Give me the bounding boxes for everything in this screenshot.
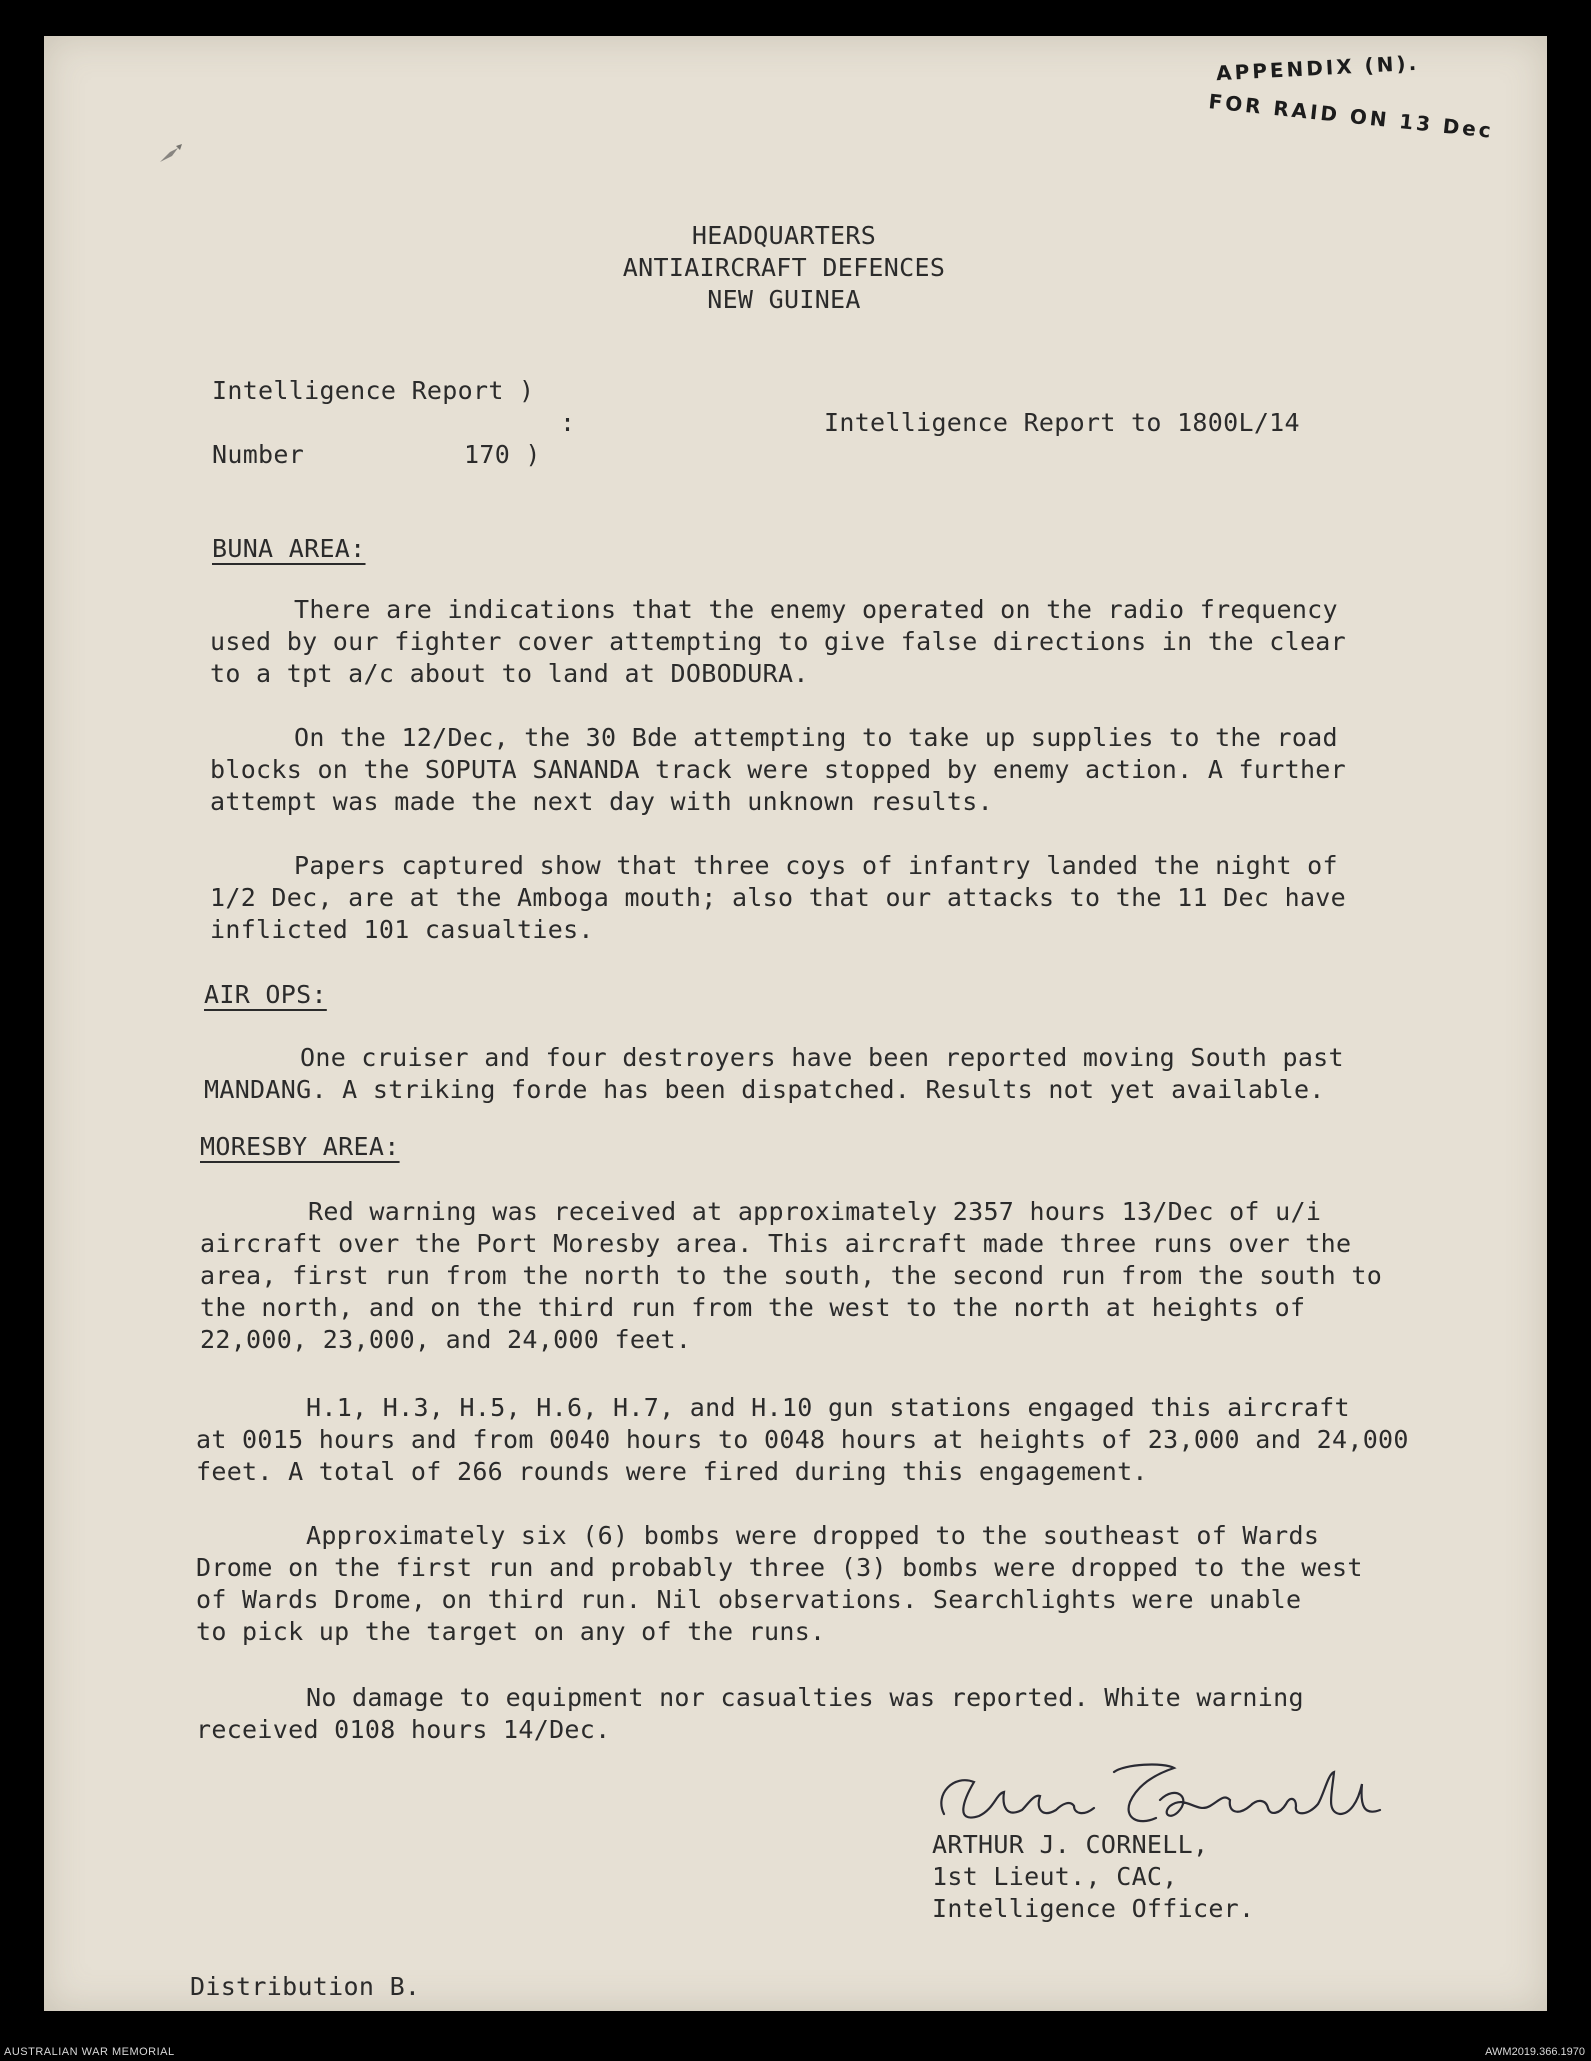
paragraph-moresby-3 — [196, 1520, 1363, 1648]
text-line: 22,000, 23,000, and 24,000 feet. — [200, 1325, 692, 1354]
report-label-line-1: Intelligence Report ) — [212, 376, 535, 405]
archive-reference-label: AWM2019.366.1970 — [1485, 2046, 1585, 2058]
text-line: H.1, H.3, H.5, H.6, H.7, and H.10 gun stations engaged this aircraft — [306, 1393, 1350, 1422]
text-line: Approximately six (6) bombs were dropped to the southeast of Wards — [306, 1521, 1320, 1550]
document-page — [44, 36, 1547, 2011]
paragraph-buna-3 — [210, 850, 1346, 946]
text-line: area, first run from the north to the south, the second run from the south to — [200, 1261, 1383, 1290]
signatory-rank: 1st Lieut., CAC, — [932, 1862, 1178, 1891]
text-line: to a tpt a/c about to land at DOBODURA. — [210, 659, 809, 688]
text-line: One cruiser and four destroyers have been reported moving South past — [300, 1043, 1344, 1072]
text-line: attempt was made the next day with unknown results. — [210, 787, 993, 816]
paragraph-moresby-1 — [200, 1196, 1382, 1356]
report-subject: Intelligence Report to 1800L/14 — [824, 408, 1300, 437]
text-line: feet. A total of 266 rounds were fired during this engagement. — [196, 1457, 1148, 1486]
report-number: 170 ) — [464, 440, 541, 469]
handwritten-note-line-2: FOR RAID ON 13 Dec — [1207, 89, 1495, 143]
section-heading-air-ops: AIR OPS: — [204, 980, 327, 1009]
paragraph-moresby-4 — [196, 1682, 1304, 1746]
report-label-line-2: Number — [212, 440, 305, 469]
letterhead — [574, 220, 994, 316]
text-line: Drome on the first run and probably three (3) bombs were dropped to the west — [196, 1553, 1363, 1582]
paragraph-air-ops-1 — [204, 1042, 1344, 1106]
text-line: There are indications that the enemy operated on the radio frequency — [294, 595, 1338, 624]
distribution-note: Distribution B. — [190, 1972, 421, 2001]
signatory-title: Intelligence Officer. — [932, 1894, 1255, 1923]
letterhead-line-1: HEADQUARTERS — [691, 221, 877, 250]
text-line: at 0015 hours and from 0040 hours to 0048 hours at heights of 23,000 and 24,000 — [196, 1425, 1409, 1454]
text-line: On the 12/Dec, the 30 Bde attempting to take up supplies to the road — [294, 723, 1338, 752]
text-line: 1/2 Dec, are at the Amboga mouth; also that our attacks to the 11 Dec have — [210, 883, 1346, 912]
paragraph-buna-1 — [210, 594, 1346, 690]
text-line: inflicted 101 casualties. — [210, 915, 594, 944]
text-line: to pick up the target on any of the runs. — [196, 1617, 826, 1646]
text-line: received 0108 hours 14/Dec. — [196, 1715, 611, 1744]
text-line: aircraft over the Port Moresby area. This aircraft made three runs over the — [200, 1229, 1352, 1258]
section-heading-buna: BUNA AREA: — [212, 534, 366, 563]
archive-source-label: AUSTRALIAN WAR MEMORIAL — [4, 2046, 175, 2058]
text-line: used by our fighter cover attempting to give false directions in the clear — [210, 627, 1346, 656]
text-line: of Wards Drome, on third run. Nil observations. Searchlights were unable — [196, 1585, 1302, 1614]
text-line: the north, and on the third run from the west to the north at heights of — [200, 1293, 1306, 1322]
text-line: blocks on the SOPUTA SANANDA track were stopped by enemy action. A further — [210, 755, 1346, 784]
pin-hole-mark — [156, 140, 186, 170]
text-line: Red warning was received at approximately 2357 hours 13/Dec of u/i — [308, 1197, 1322, 1226]
text-line: MANDANG. A striking forde has been dispatched. Results not yet available. — [204, 1075, 1325, 1104]
text-line: Papers captured show that three coys of infantry landed the night of — [294, 851, 1338, 880]
paragraph-moresby-2 — [196, 1392, 1409, 1488]
text-line: No damage to equipment nor casualties was reported. White warning — [306, 1683, 1304, 1712]
handwritten-note-line-1: APPENDIX (N). — [1215, 50, 1420, 86]
signatory-name: ARTHUR J. CORNELL, — [932, 1830, 1209, 1859]
letterhead-line-3: NEW GUINEA — [707, 285, 861, 314]
report-label-colon: : — [560, 408, 576, 437]
letterhead-line-2: ANTIAIRCRAFT DEFENCES — [622, 253, 946, 282]
section-heading-moresby: MORESBY AREA: — [200, 1132, 400, 1161]
paragraph-buna-2 — [210, 722, 1346, 818]
